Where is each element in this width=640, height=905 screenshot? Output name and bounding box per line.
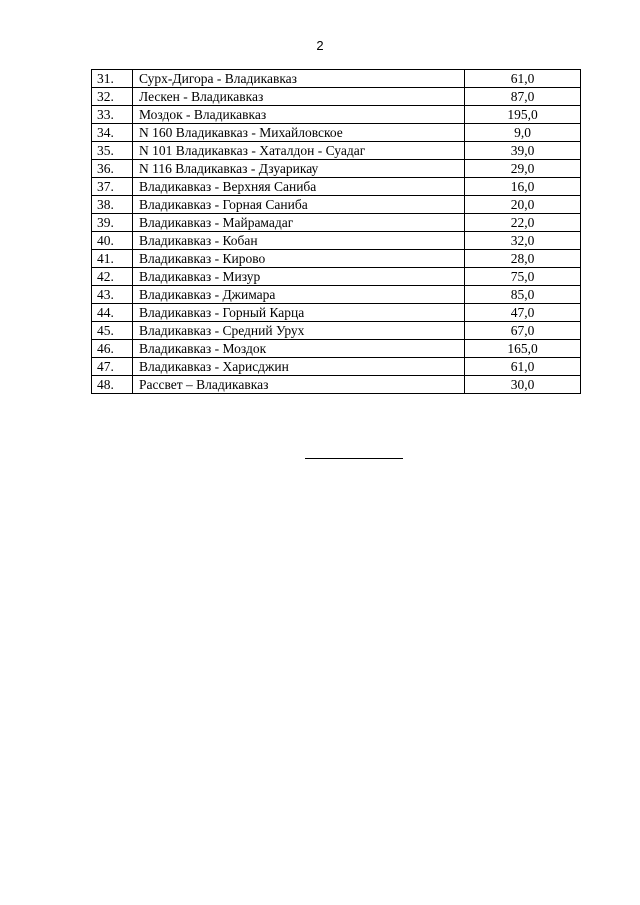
route-number-cell: 37. (92, 178, 133, 196)
page-number: 2 (316, 38, 324, 53)
route-distance-cell: 195,0 (465, 106, 581, 124)
table-row (92, 232, 581, 250)
table-row (92, 376, 581, 394)
route-name-cell: Сурх-Дигора - Владикавказ (133, 70, 465, 88)
route-distance-cell: 22,0 (465, 214, 581, 232)
table-row (92, 70, 581, 88)
route-distance-cell: 67,0 (465, 322, 581, 340)
route-number-cell: 46. (92, 340, 133, 358)
route-name-cell: Владикавказ - Кирово (133, 250, 465, 268)
routes-table (91, 69, 581, 394)
route-number-cell: 44. (92, 304, 133, 322)
route-distance-cell: 47,0 (465, 304, 581, 322)
route-name-cell: N 160 Владикавказ - Михайловское (133, 124, 465, 142)
route-number-cell: 42. (92, 268, 133, 286)
route-distance-cell: 30,0 (465, 376, 581, 394)
route-name-cell: Владикавказ - Харисджин (133, 358, 465, 376)
route-distance-cell: 61,0 (465, 358, 581, 376)
route-name-cell: Владикавказ - Горный Карца (133, 304, 465, 322)
route-distance-cell: 9,0 (465, 124, 581, 142)
route-name-cell: Владикавказ - Мизур (133, 268, 465, 286)
route-number-cell: 48. (92, 376, 133, 394)
route-number-cell: 32. (92, 88, 133, 106)
route-name-cell: Владикавказ - Средний Урух (133, 322, 465, 340)
route-distance-cell: 39,0 (465, 142, 581, 160)
route-number-cell: 34. (92, 124, 133, 142)
route-distance-cell: 16,0 (465, 178, 581, 196)
route-name-cell: Владикавказ - Майрамадаг (133, 214, 465, 232)
route-distance-cell: 85,0 (465, 286, 581, 304)
route-number-cell: 47. (92, 358, 133, 376)
route-distance-cell: 20,0 (465, 196, 581, 214)
route-name-cell: N 101 Владикавказ - Хаталдон - Суадаг (133, 142, 465, 160)
table-row (92, 358, 581, 376)
route-name-cell: Моздок - Владикавказ (133, 106, 465, 124)
route-number-cell: 39. (92, 214, 133, 232)
route-name-cell: N 116 Владикавказ - Дзуарикау (133, 160, 465, 178)
route-number-cell: 41. (92, 250, 133, 268)
route-number-cell: 38. (92, 196, 133, 214)
route-name-cell: Владикавказ - Кобан (133, 232, 465, 250)
route-number-cell: 33. (92, 106, 133, 124)
route-number-cell: 43. (92, 286, 133, 304)
table-row (92, 124, 581, 142)
table-row (92, 322, 581, 340)
route-number-cell: 35. (92, 142, 133, 160)
table-row (92, 268, 581, 286)
route-name-cell: Владикавказ - Джимара (133, 286, 465, 304)
table-row (92, 106, 581, 124)
end-of-document-line (305, 458, 403, 459)
table-row (92, 286, 581, 304)
route-distance-cell: 61,0 (465, 70, 581, 88)
table-row (92, 304, 581, 322)
route-distance-cell: 165,0 (465, 340, 581, 358)
route-number-cell: 40. (92, 232, 133, 250)
table-row (92, 178, 581, 196)
route-distance-cell: 32,0 (465, 232, 581, 250)
route-distance-cell: 75,0 (465, 268, 581, 286)
route-number-cell: 45. (92, 322, 133, 340)
table-row (92, 160, 581, 178)
routes-table-body (92, 70, 581, 394)
table-row (92, 340, 581, 358)
table-row (92, 142, 581, 160)
route-name-cell: Рассвет – Владикавказ (133, 376, 465, 394)
table-row (92, 196, 581, 214)
route-number-cell: 31. (92, 70, 133, 88)
route-distance-cell: 29,0 (465, 160, 581, 178)
table-row (92, 214, 581, 232)
table-row (92, 250, 581, 268)
table-row (92, 88, 581, 106)
route-number-cell: 36. (92, 160, 133, 178)
route-distance-cell: 28,0 (465, 250, 581, 268)
route-distance-cell: 87,0 (465, 88, 581, 106)
route-name-cell: Владикавказ - Верхняя Саниба (133, 178, 465, 196)
route-name-cell: Лескен - Владикавказ (133, 88, 465, 106)
route-name-cell: Владикавказ - Моздок (133, 340, 465, 358)
route-name-cell: Владикавказ - Горная Саниба (133, 196, 465, 214)
